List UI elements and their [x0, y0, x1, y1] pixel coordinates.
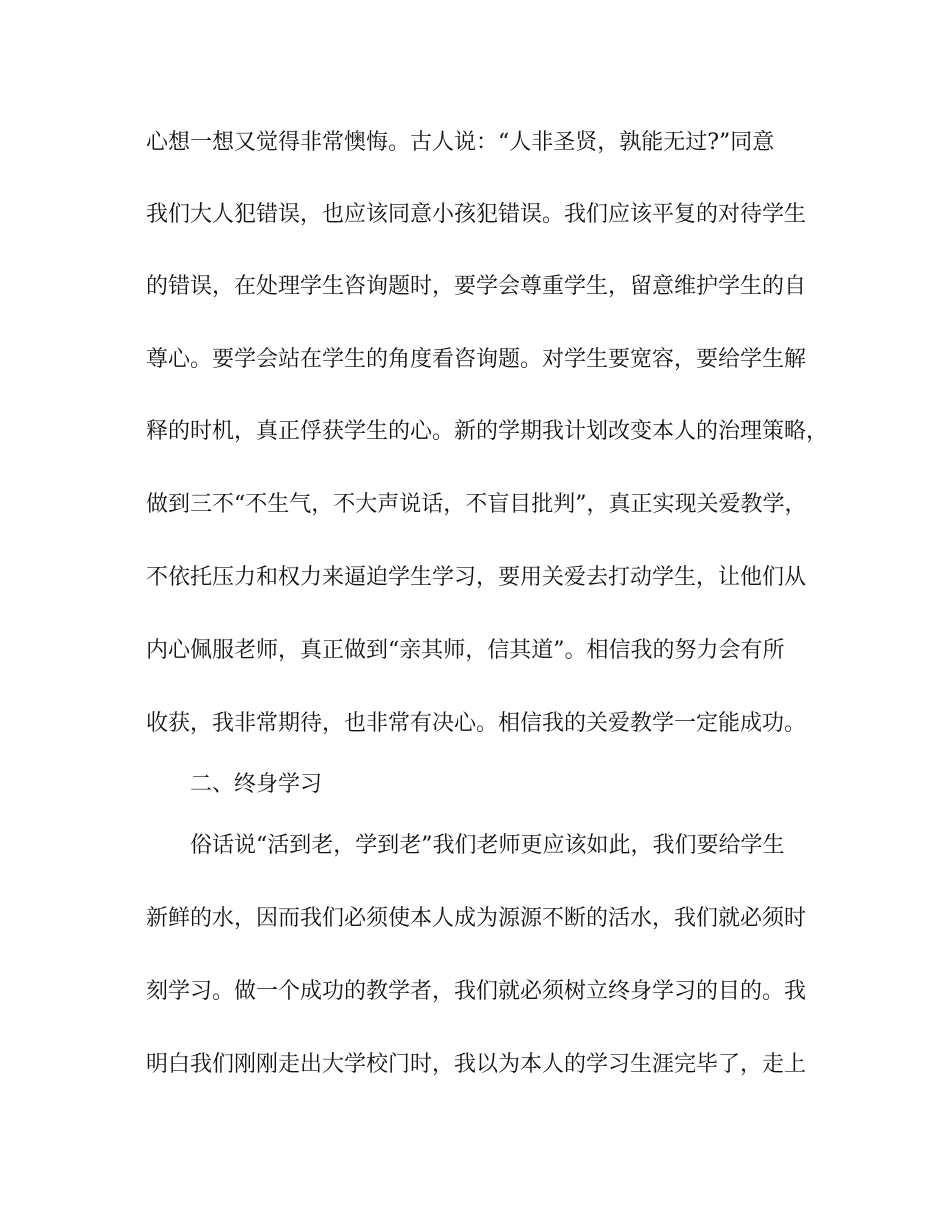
paragraph-line: 的错误，在处理学生咨询题时，要学会尊重学生，留意维护学生的自 — [146, 274, 807, 299]
section-heading: 二、终身学习 — [190, 772, 323, 797]
paragraph-line: 新鲜的水，因而我们必须使本人成为源源不断的活水，我们就必须时 — [146, 906, 807, 931]
paragraph-line: 收获，我非常期待，也非常有决心。相信我的关爱教学一定能成功。 — [146, 711, 807, 736]
paragraph-line: 不依托压力和权力来逼迫学生学习，要用关爱去打动学生，让他们从 — [146, 565, 807, 590]
paragraph-line: 俗话说“活到老，学到老”我们老师更应该如此，我们要给学生 — [190, 833, 785, 858]
paragraph-line: 心想一想又觉得非常懊悔。古人说：“人非圣贤，孰能无过?”同意 — [146, 130, 775, 155]
paragraph-line: 做到三不“不生气，不大声说话，不盲目批判”，真正实现关爱教学， — [146, 492, 807, 517]
paragraph-line: 内心佩服老师，真正做到“亲其师，信其道”。相信我的努力会有所 — [146, 638, 785, 663]
paragraph-line: 我们大人犯错误，也应该同意小孩犯错误。我们应该平复的对待学生 — [146, 202, 807, 227]
paragraph-line: 释的时机，真正俘获学生的心。新的学期我计划改变本人的治理策略， — [146, 419, 829, 444]
paragraph-line: 尊心。要学会站在学生的角度看咨询题。对学生要宽容，要给学生解 — [146, 347, 807, 372]
paragraph-line: 刻学习。做一个成功的教学者，我们就必须树立终身学习的目的。我 — [146, 979, 807, 1004]
paragraph-line: 明白我们刚刚走出大学校门时，我以为本人的学习生涯完毕了，走上 — [146, 1052, 807, 1077]
